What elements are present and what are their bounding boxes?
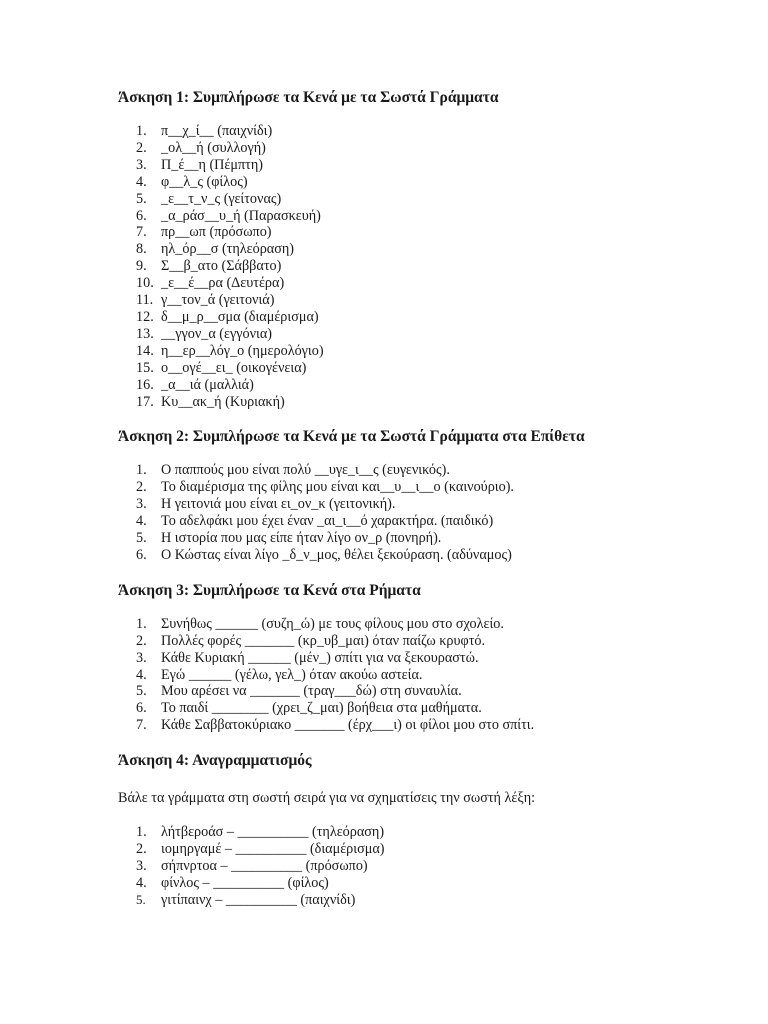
list-item-text: Ο Κώστας είναι λίγο _δ_ν_μος, θέλει ξεκούραση. (αδύναμος)	[161, 546, 512, 563]
list-item-number: 3.	[136, 649, 147, 666]
list-item-text: Εγώ ______ (γέλω, γελ_) όταν ακούω αστεία.	[161, 666, 423, 683]
list-item-text: _ε__τ_ν_ς (γείτονας)	[161, 190, 282, 207]
list-item	[118, 309, 738, 326]
list-item-number: 5.	[136, 683, 147, 700]
list-item-number: 2.	[136, 841, 147, 858]
list-item	[118, 275, 738, 292]
list-item-text: _α__ιά (μαλλιά)	[161, 376, 254, 393]
list-item-number: 1.	[136, 123, 147, 139]
list-item	[118, 157, 738, 174]
list-item-text: γιτίπαινχ – __________ (παιχνίδι)	[161, 891, 356, 908]
list-item	[118, 360, 738, 377]
list-item-number: 13.	[136, 325, 154, 342]
list-item-number: 2.	[136, 139, 147, 156]
list-item-text: ιομηργαμέ – __________ (διαμέρισμα)	[161, 841, 385, 858]
list-item-text: ηλ_όρ__σ (τηλεόραση)	[161, 241, 295, 258]
list-item-number: 9.	[136, 258, 147, 275]
list-item-text: Κάθε Σαββατοκύριακο _______ (έρχ___ι) οι φίλοι μου στο σπίτι.	[161, 717, 535, 734]
list-item-number: 5.	[136, 190, 147, 207]
list-item-number: 3.	[136, 858, 147, 874]
list-item	[118, 683, 738, 700]
list-item-text: φίνλος – __________ (φίλος)	[161, 874, 329, 891]
list-item	[118, 292, 738, 309]
exercise-1-title: Άσκηση 1: Συμπλήρωσε τα Κενά με τα Σωστά Γράμματα	[118, 89, 499, 106]
list-item	[118, 530, 738, 547]
list-item-text: Το αδελφάκι μου έχει έναν _αι_ι__ό χαρακτήρα. (παιδικό)	[161, 513, 494, 530]
list-item	[118, 858, 738, 875]
list-item	[118, 616, 738, 633]
list-item-text: Το παιδί ________ (χρει_ζ_μαι) βοήθεια στα μαθήματα.	[161, 700, 482, 717]
list-item-number: 10.	[136, 275, 154, 292]
list-item	[118, 547, 738, 564]
exercise-2-title: Άσκηση 2: Συμπλήρωσε τα Κενά με τα Σωστά Γράμματα στα Επίθετα	[118, 428, 585, 446]
exercise-4-intro: Βάλε τα γράμματα στη σωστή σειρά για να σχηματίσεις την σωστή λέξη:	[118, 790, 536, 807]
list-item	[118, 479, 738, 496]
list-item	[118, 824, 738, 841]
worksheet-page	[118, 88, 738, 909]
list-item-text: φ__λ_ς (φίλος)	[161, 173, 248, 190]
list-item	[118, 326, 738, 343]
list-item-number: 7.	[136, 717, 147, 734]
list-item	[118, 496, 738, 513]
list-item-number: 14.	[136, 342, 154, 359]
list-item-number: 4.	[136, 666, 147, 683]
list-item-number: 15.	[136, 359, 154, 376]
list-item	[118, 841, 738, 858]
list-item-number: 6.	[136, 700, 147, 717]
list-item-text: σήπνρτοα – __________ (πρόσωπο)	[161, 858, 368, 874]
list-item-number: 1.	[136, 824, 147, 841]
list-item	[118, 258, 738, 275]
list-item-text: _ολ__ή (συλλογή)	[161, 139, 266, 156]
list-item-number: 16.	[136, 376, 154, 393]
list-item-text: Π_έ__η (Πέμπτη)	[161, 156, 263, 173]
exercise-4-list	[118, 824, 738, 909]
list-item-text: _ε__έ__ρα (Δευτέρα)	[161, 275, 285, 292]
list-item	[118, 224, 738, 241]
list-item-text: λήτβεροάσ – __________ (τηλεόραση)	[161, 824, 385, 841]
list-item	[118, 191, 738, 208]
list-item-number: 17.	[136, 393, 154, 410]
list-item	[118, 377, 738, 394]
list-item-number: 1.	[136, 615, 147, 632]
list-item-text: Σ__β_ατο (Σάββατο)	[161, 258, 282, 275]
list-item-text: _α_ράσ__υ_ή (Παρασκευή)	[161, 207, 321, 224]
list-item-number: 6.	[136, 546, 147, 563]
list-item	[118, 462, 738, 479]
list-item-number: 5.	[136, 530, 147, 547]
list-item-text: δ__μ_ρ__σμα (διαμέρισμα)	[161, 308, 319, 325]
list-item	[118, 700, 738, 717]
list-item-number: 7.	[136, 224, 147, 241]
list-item-number: 8.	[136, 241, 147, 258]
list-item-number: 6.	[136, 207, 147, 224]
list-item-number: 4.	[136, 173, 147, 190]
list-item-number: 1.	[136, 462, 147, 479]
list-item	[118, 394, 738, 411]
exercise-4-title: Άσκηση 4: Αναγραμματισμός	[118, 752, 312, 770]
list-item	[118, 241, 738, 258]
list-item-text: π__χ_ί__ (παιχνίδι)	[161, 123, 273, 139]
exercise-3-list	[118, 616, 738, 734]
list-item-number: 5.	[136, 891, 146, 907]
list-item-text: Πολλές φορές _______ (κρ_υβ_μαι) όταν παίζω κρυφτό.	[161, 632, 486, 649]
list-item	[118, 343, 738, 360]
list-item	[118, 140, 738, 157]
list-item	[118, 123, 738, 140]
list-item-number: 12.	[136, 308, 154, 325]
list-item	[118, 650, 738, 667]
list-item-text: Συνήθως ______ (συζη_ώ) με τους φίλους μου στο σχολείο.	[161, 615, 504, 632]
list-item-number: 2.	[136, 632, 147, 649]
list-item	[118, 174, 738, 191]
list-item-text: Μου αρέσει να _______ (τραγ___δώ) στη συναυλία.	[161, 683, 462, 700]
list-item-text: γ__τον_ά (γειτονιά)	[161, 292, 275, 309]
list-item-number: 3.	[136, 156, 147, 173]
exercise-3-title: Άσκηση 3: Συμπλήρωσε τα Κενά στα Ρήματα	[118, 581, 421, 599]
list-item-text: Η ιστορία που μας είπε ήταν λίγο ον_ρ (πονηρή).	[161, 530, 442, 547]
list-item	[118, 892, 738, 909]
list-item-number: 11.	[136, 292, 154, 309]
list-item-text: Κάθε Κυριακή ______ (μέν_) σπίτι για να ξεκουραστώ.	[161, 649, 479, 666]
list-item-text: Το διαμέρισμα της φίλης μου είναι και__υ__ι__ο (καινούριο).	[161, 479, 514, 496]
list-item-number: 2.	[136, 479, 147, 496]
list-item-text: Ο παππούς μου είναι πολύ __υγε_ι__ς (ευγενικός).	[161, 462, 450, 479]
list-item-number: 3.	[136, 496, 147, 513]
list-item	[118, 667, 738, 684]
list-item-text: ο__ογέ__ει_ (οικογένεια)	[161, 359, 307, 376]
list-item-text: η__ερ__λόγ_ο (ημερολόγιο)	[161, 342, 324, 359]
list-item-text: πρ__ωπ (πρόσωπο)	[161, 224, 272, 241]
list-item-text: Κυ__ακ_ή (Κυριακή)	[161, 393, 285, 410]
list-item-number: 4.	[136, 874, 147, 891]
exercise-1-list	[118, 123, 738, 410]
list-item	[118, 633, 738, 650]
list-item-text: Η γειτονιά μου είναι ει_ον_κ (γειτονική).	[161, 496, 396, 513]
list-item	[118, 717, 738, 734]
exercise-2-list	[118, 462, 738, 563]
list-item	[118, 208, 738, 225]
list-item	[118, 875, 738, 892]
list-item-number: 4.	[136, 513, 147, 530]
list-item	[118, 513, 738, 530]
list-item-text: __γγον_α (εγγόνια)	[161, 325, 273, 342]
